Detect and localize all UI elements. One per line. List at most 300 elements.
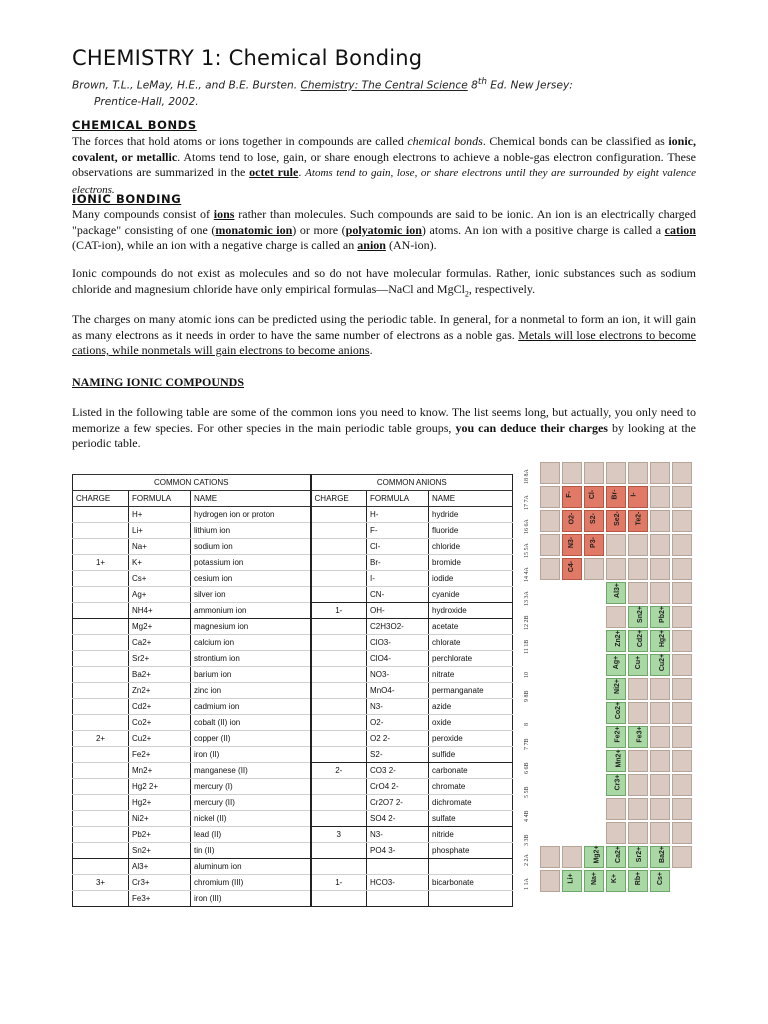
- reference-book-title: Chemistry: The Central Science: [300, 79, 468, 92]
- ion-row: [73, 587, 513, 603]
- cation-charge: 2+: [73, 731, 129, 747]
- term-cation: cation: [664, 222, 696, 237]
- cation-formula: Ni2+: [129, 811, 191, 827]
- ion-row: [73, 635, 513, 651]
- periodic-cell: [606, 822, 626, 844]
- ion-symbol: Cs+: [657, 871, 665, 886]
- cation-formula: Hg2+: [129, 795, 191, 811]
- anion-formula: H-: [367, 507, 429, 523]
- periodic-cell-ion: [650, 654, 670, 676]
- cation-formula: Fe3+: [129, 891, 191, 907]
- periodic-cell-ion: [606, 582, 626, 604]
- common-anions-header: COMMON ANIONS: [311, 475, 513, 491]
- ion-row: [73, 763, 513, 779]
- anion-charge: [311, 539, 367, 555]
- ion-row: [73, 859, 513, 875]
- anion-formula: O2 2-: [367, 731, 429, 747]
- ion-symbol: Br-: [611, 489, 619, 500]
- anion-formula: ClO4-: [367, 651, 429, 667]
- group-label: 18 8A: [524, 469, 530, 484]
- periodic-cell: [562, 462, 582, 484]
- ion-symbol: Na+: [591, 871, 599, 886]
- periodic-cell: [650, 702, 670, 724]
- cation-formula: Ag+: [129, 587, 191, 603]
- periodic-cell: [628, 462, 648, 484]
- periodic-cell: [672, 486, 692, 508]
- section-heading-ionic-bonding: IONIC BONDING: [72, 192, 182, 206]
- periodic-cell-ion: [562, 510, 582, 532]
- periodic-cell: [540, 510, 560, 532]
- periodic-cell-ion: [606, 702, 626, 724]
- anion-formula: NO3-: [367, 667, 429, 683]
- ion-row: [73, 843, 513, 859]
- ion-row: [73, 795, 513, 811]
- cation-name: cobalt (II) ion: [191, 715, 311, 731]
- anion-charge: [311, 683, 367, 699]
- ion-symbol: O2-: [568, 512, 576, 525]
- cation-name: hydrogen ion or proton: [191, 507, 311, 523]
- periodic-cell-ion: [650, 870, 670, 892]
- anion-charge: [311, 795, 367, 811]
- anion-name: permanganate: [429, 683, 513, 699]
- periodic-cell: [650, 462, 670, 484]
- text-run: Listed in the following table are some of the common ions you need to know. The list seems long, but actually, you only need to memorize a few species. For other species in the main periodic table groups,: [72, 405, 696, 435]
- ion-symbol: Fe2+: [614, 726, 622, 743]
- cation-charge-header: CHARGE: [73, 491, 129, 507]
- anion-charge: [311, 715, 367, 731]
- periodic-cell: [650, 678, 670, 700]
- anion-charge: [311, 523, 367, 539]
- section-heading-naming-ionic-compounds: NAMING IONIC COMPOUNDS: [72, 375, 244, 389]
- periodic-cell-ion: [562, 534, 582, 556]
- cation-formula: Mn2+: [129, 763, 191, 779]
- term-ions: ions: [213, 207, 235, 221]
- periodic-cell: [672, 558, 692, 580]
- periodic-cell-ion: [606, 486, 626, 508]
- cation-formula: NH4+: [129, 603, 191, 619]
- anion-name: chlorate: [429, 635, 513, 651]
- periodic-cell-ion: [606, 726, 626, 748]
- term-bond-types: ionic, covalent, or metallic: [72, 134, 696, 164]
- periodic-cell: [628, 774, 648, 796]
- cation-formula: Sn2+: [129, 843, 191, 859]
- cation-formula: Ca2+: [129, 635, 191, 651]
- periodic-cell-ion: [584, 510, 604, 532]
- group-label: 9 8B: [524, 690, 530, 702]
- group-label: 5 5B: [524, 786, 530, 798]
- text-run: Ionic compounds do not exist as molecules and so do not have molecular formulas. Rather, ionic substances such as sodium chloride and magnesium chloride have only empirical formulas—NaCl and MgCl: [72, 266, 696, 296]
- ion-symbol: Ag+: [613, 655, 621, 670]
- anion-name: hydride: [429, 507, 513, 523]
- ion-row: [73, 747, 513, 763]
- reference-edition-suffix: th: [477, 77, 487, 87]
- anion-name: sulfate: [429, 811, 513, 827]
- periodic-cell-ion: [628, 510, 648, 532]
- periodic-cell-ion: [628, 726, 648, 748]
- octet-rule-statement: Atoms tend to gain, lose, or share electrons until they are surrounded by eight valence electrons.: [72, 167, 696, 196]
- periodic-cell: [672, 582, 692, 604]
- anion-name: dichromate: [429, 795, 513, 811]
- periodic-cell: [672, 726, 692, 748]
- ionic-bonding-paragraph-2: [72, 266, 696, 301]
- group-label: 13 3A: [524, 591, 530, 606]
- cation-name: cadmium ion: [191, 699, 311, 715]
- cation-formula: K+: [129, 555, 191, 571]
- ion-row: [73, 731, 513, 747]
- periodic-cell: [650, 822, 670, 844]
- cation-name: strontium ion: [191, 651, 311, 667]
- ion-symbol: Cu2+: [659, 653, 667, 672]
- anion-formula: [367, 891, 429, 907]
- periodic-cell-ion: [562, 558, 582, 580]
- periodic-cell-ion: [606, 870, 626, 892]
- cation-charge: [73, 811, 129, 827]
- cation-formula: Zn2+: [129, 683, 191, 699]
- cation-name: calcium ion: [191, 635, 311, 651]
- anion-formula: Br-: [367, 555, 429, 571]
- periodic-cell: [672, 846, 692, 868]
- common-cations-header: COMMON CATIONS: [73, 475, 311, 491]
- ion-symbol: Li+: [567, 873, 575, 884]
- anion-charge: [311, 811, 367, 827]
- periodic-cell: [650, 510, 670, 532]
- anion-charge: 3: [311, 827, 367, 843]
- cation-name: aluminum ion: [191, 859, 311, 875]
- periodic-cell: [650, 486, 670, 508]
- term-chemical-bonds: chemical bonds: [407, 134, 483, 148]
- periodic-cell: [672, 510, 692, 532]
- group-label: 14 4A: [524, 567, 530, 582]
- cation-formula: Hg2 2+: [129, 779, 191, 795]
- periodic-cell: [672, 606, 692, 628]
- ion-symbol: Sr2+: [636, 846, 644, 863]
- anion-formula: O2-: [367, 715, 429, 731]
- ion-row: [73, 651, 513, 667]
- ion-row: [73, 683, 513, 699]
- periodic-cell: [672, 798, 692, 820]
- anion-formula-header: FORMULA: [367, 491, 429, 507]
- anion-formula: Cl-: [367, 539, 429, 555]
- cation-formula: Cd2+: [129, 699, 191, 715]
- cation-charge: [73, 699, 129, 715]
- ion-symbol: Cl-: [589, 489, 597, 500]
- periodic-cell: [650, 534, 670, 556]
- ion-row: [73, 667, 513, 683]
- cation-formula: Cu2+: [129, 731, 191, 747]
- ion-symbol: K+: [611, 873, 619, 884]
- term-polyatomic-ion: polyatomic ion: [345, 222, 422, 237]
- periodic-cell: [606, 606, 626, 628]
- cation-charge: [73, 539, 129, 555]
- anion-name: phosphate: [429, 843, 513, 859]
- group-label: 3 3B: [524, 834, 530, 846]
- periodic-cell-ion: [606, 750, 626, 772]
- periodic-cell-ion: [628, 654, 648, 676]
- ion-row: [73, 539, 513, 555]
- ion-row: [73, 571, 513, 587]
- chemical-bonds-paragraph: [72, 134, 696, 198]
- cation-charge: [73, 603, 129, 619]
- periodic-cell: [584, 558, 604, 580]
- group-label: 16 6A: [524, 519, 530, 534]
- reference-edition-number: 8: [471, 79, 478, 92]
- periodic-cell-ion: [650, 606, 670, 628]
- anion-name: sulfide: [429, 747, 513, 763]
- periodic-cell-ion: [628, 846, 648, 868]
- periodic-cell: [650, 798, 670, 820]
- ion-symbol: S2-: [589, 513, 597, 524]
- ion-symbol: Fe3+: [636, 726, 644, 743]
- anion-charge: [311, 651, 367, 667]
- text-run: by looking at the periodic table.: [72, 420, 697, 450]
- ion-symbol: Zn2+: [614, 630, 622, 647]
- periodic-cell-ion: [584, 534, 604, 556]
- periodic-cell: [672, 462, 692, 484]
- anion-charge: [311, 891, 367, 907]
- periodic-cell: [650, 774, 670, 796]
- cation-name: lithium ion: [191, 523, 311, 539]
- anion-charge: [311, 555, 367, 571]
- ion-symbol: Co2+: [615, 701, 623, 720]
- group-label: 11 1B: [524, 639, 530, 654]
- ionic-bonding-paragraph-1: [72, 207, 696, 254]
- group-label: 12 2B: [524, 615, 530, 630]
- anion-charge: 2-: [311, 763, 367, 779]
- ion-symbol: Ca2+: [614, 846, 622, 863]
- anion-name: carbonate: [429, 763, 513, 779]
- anion-name-header: NAME: [429, 491, 513, 507]
- ion-symbol: N3-: [568, 536, 576, 549]
- cation-formula: Mg2+: [129, 619, 191, 635]
- ion-symbol: Cr3+: [614, 774, 622, 791]
- ion-row: [73, 779, 513, 795]
- term-octet-rule: octet rule: [249, 165, 299, 179]
- group-label: 8: [524, 723, 530, 726]
- cation-formula: Al3+: [129, 859, 191, 875]
- periodic-cell-ion: [606, 846, 626, 868]
- periodic-cell: [650, 582, 670, 604]
- subscript: 2: [464, 288, 469, 298]
- cation-charge: [73, 843, 129, 859]
- anion-formula: SO4 2-: [367, 811, 429, 827]
- ion-row: [73, 507, 513, 523]
- cation-charge: [73, 683, 129, 699]
- cation-formula: Cs+: [129, 571, 191, 587]
- periodic-cell: [540, 846, 560, 868]
- anion-formula: ClO3-: [367, 635, 429, 651]
- anion-name: bromide: [429, 555, 513, 571]
- anion-charge: [311, 779, 367, 795]
- cation-formula: Pb2+: [129, 827, 191, 843]
- anion-charge: 1-: [311, 875, 367, 891]
- periodic-cell: [584, 462, 604, 484]
- periodic-cell: [628, 750, 648, 772]
- cation-name: zinc ion: [191, 683, 311, 699]
- anion-charge: [311, 859, 367, 875]
- cation-name: nickel (II): [191, 811, 311, 827]
- cation-charge: [73, 795, 129, 811]
- cation-formula-header: FORMULA: [129, 491, 191, 507]
- ion-row: [73, 555, 513, 571]
- cation-name-header: NAME: [191, 491, 311, 507]
- cation-name: magnesium ion: [191, 619, 311, 635]
- periodic-cell: [628, 702, 648, 724]
- ion-symbol: Mn2+: [615, 749, 623, 768]
- ion-symbol: Ni2+: [613, 679, 621, 694]
- anion-name: fluoride: [429, 523, 513, 539]
- anion-formula: Cr2O7 2-: [367, 795, 429, 811]
- ion-row: [73, 523, 513, 539]
- ion-symbol: Pb2+: [658, 606, 666, 623]
- ion-symbol: P3-: [589, 537, 597, 548]
- ion-symbol: Cd2+: [637, 629, 645, 648]
- periodic-cell: [628, 534, 648, 556]
- periodic-cell-ion: [584, 486, 604, 508]
- anion-formula: [367, 859, 429, 875]
- periodic-cell-ion: [606, 630, 626, 652]
- naming-paragraph: [72, 405, 696, 452]
- text-run: (CAT-ion), while an ion with a negative charge is called an: [72, 238, 358, 252]
- cation-charge: [73, 651, 129, 667]
- anion-formula: I-: [367, 571, 429, 587]
- periodic-cell-ion: [562, 870, 582, 892]
- anion-name: azide: [429, 699, 513, 715]
- anion-name: cyanide: [429, 587, 513, 603]
- cation-charge: [73, 587, 129, 603]
- text-run: , respectively.: [468, 281, 536, 296]
- anion-formula: N3-: [367, 827, 429, 843]
- term-anion: anion: [357, 238, 386, 252]
- cation-name: cesium ion: [191, 571, 311, 587]
- reference-publisher: Prentice-Hall, 2002.: [94, 95, 199, 108]
- page-title: CHEMISTRY 1: Chemical Bonding: [72, 46, 423, 70]
- periodic-cell: [650, 558, 670, 580]
- group-label: 1 1A: [524, 878, 530, 890]
- ionic-bonding-paragraph-3: [72, 312, 696, 359]
- anion-name: nitride: [429, 827, 513, 843]
- periodic-cell-ion: [562, 486, 582, 508]
- anion-name: hydroxide: [429, 603, 513, 619]
- anion-charge: [311, 587, 367, 603]
- cation-name: copper (II): [191, 731, 311, 747]
- cation-charge: [73, 779, 129, 795]
- ion-row: [73, 699, 513, 715]
- anion-name: [429, 859, 513, 875]
- periodic-cell-ion: [584, 870, 604, 892]
- cation-charge: [73, 715, 129, 731]
- anion-charge: [311, 619, 367, 635]
- cation-name: manganese (II): [191, 763, 311, 779]
- cation-formula: H+: [129, 507, 191, 523]
- ion-symbol: Hg2+: [659, 629, 667, 648]
- ions-table-body: [73, 507, 513, 907]
- periodic-cell: [606, 534, 626, 556]
- anion-name: peroxide: [429, 731, 513, 747]
- anion-name: chromate: [429, 779, 513, 795]
- group-label: 6 6B: [524, 762, 530, 774]
- periodic-cell: [628, 558, 648, 580]
- periodic-cell-ion: [606, 678, 626, 700]
- periodic-cell-ion: [650, 630, 670, 652]
- anion-name: perchlorate: [429, 651, 513, 667]
- anion-name: bicarbonate: [429, 875, 513, 891]
- ion-symbol: Mg2+: [593, 845, 601, 864]
- deduce-charges-emphasis: you can deduce their charges: [455, 420, 608, 435]
- ion-row: [73, 827, 513, 843]
- periodic-cell-ion: [650, 846, 670, 868]
- anion-name: iodide: [429, 571, 513, 587]
- periodic-cell: [606, 558, 626, 580]
- anion-formula: C2H3O2-: [367, 619, 429, 635]
- ion-symbol: Se2-: [613, 511, 621, 526]
- cation-name: ammonium ion: [191, 603, 311, 619]
- periodic-cell: [672, 654, 692, 676]
- cation-name: potassium ion: [191, 555, 311, 571]
- term-monatomic-ion: monatomic ion: [215, 222, 293, 237]
- anion-charge: [311, 635, 367, 651]
- periodic-table-diagram: [524, 460, 710, 900]
- cation-charge: [73, 571, 129, 587]
- anion-formula: OH-: [367, 603, 429, 619]
- text-run: .: [369, 343, 373, 357]
- cation-charge: [73, 763, 129, 779]
- periodic-cell: [628, 822, 648, 844]
- cation-name: barium ion: [191, 667, 311, 683]
- anion-charge: [311, 747, 367, 763]
- periodic-cell-ion: [628, 630, 648, 652]
- periodic-cell-ion: [584, 846, 604, 868]
- periodic-cell: [540, 534, 560, 556]
- anion-formula: CN-: [367, 587, 429, 603]
- periodic-cell: [672, 534, 692, 556]
- anion-formula: CO3 2-: [367, 763, 429, 779]
- anion-formula: S2-: [367, 747, 429, 763]
- cation-charge: [73, 859, 129, 875]
- ion-symbol: Sn2+: [636, 606, 644, 623]
- cation-charge: [73, 523, 129, 539]
- periodic-cell: [672, 630, 692, 652]
- anion-charge: [311, 667, 367, 683]
- reference-authors: Brown, T.L., LeMay, H.E., and B.E. Bursten.: [72, 79, 298, 92]
- cation-charge: [73, 619, 129, 635]
- cation-name: tin (II): [191, 843, 311, 859]
- text-run: . Atoms tend to lose, gain, or share enough electrons to achieve a noble-gas electron configuration. These observations are summarized in the: [72, 149, 696, 179]
- anion-charge-header: CHARGE: [311, 491, 367, 507]
- periodic-cell: [562, 846, 582, 868]
- cation-charge: 3+: [73, 875, 129, 891]
- periodic-cell-ion: [628, 606, 648, 628]
- anion-charge: [311, 571, 367, 587]
- text-run: ) atoms. An ion with a positive charge is called a: [421, 222, 665, 237]
- periodic-cell: [628, 582, 648, 604]
- ion-symbol: Al3+: [613, 583, 621, 598]
- text-run: rather than molecules. Such compounds are said to be ionic. An ion is an electrically charged "package" consisting of one (: [72, 207, 696, 237]
- cation-charge: [73, 507, 129, 523]
- periodic-cell-ion: [628, 870, 648, 892]
- group-label: 10: [524, 672, 530, 678]
- reference-citation: [72, 74, 672, 110]
- ion-symbol: Te2-: [635, 511, 643, 526]
- cation-formula: Cr3+: [129, 875, 191, 891]
- group-label: 4 4B: [524, 810, 530, 822]
- cation-formula: Na+: [129, 539, 191, 555]
- cation-charge: [73, 827, 129, 843]
- cation-name: iron (II): [191, 747, 311, 763]
- cation-formula: Ba2+: [129, 667, 191, 683]
- periodic-cell: [672, 774, 692, 796]
- cation-formula: Co2+: [129, 715, 191, 731]
- anion-charge: [311, 699, 367, 715]
